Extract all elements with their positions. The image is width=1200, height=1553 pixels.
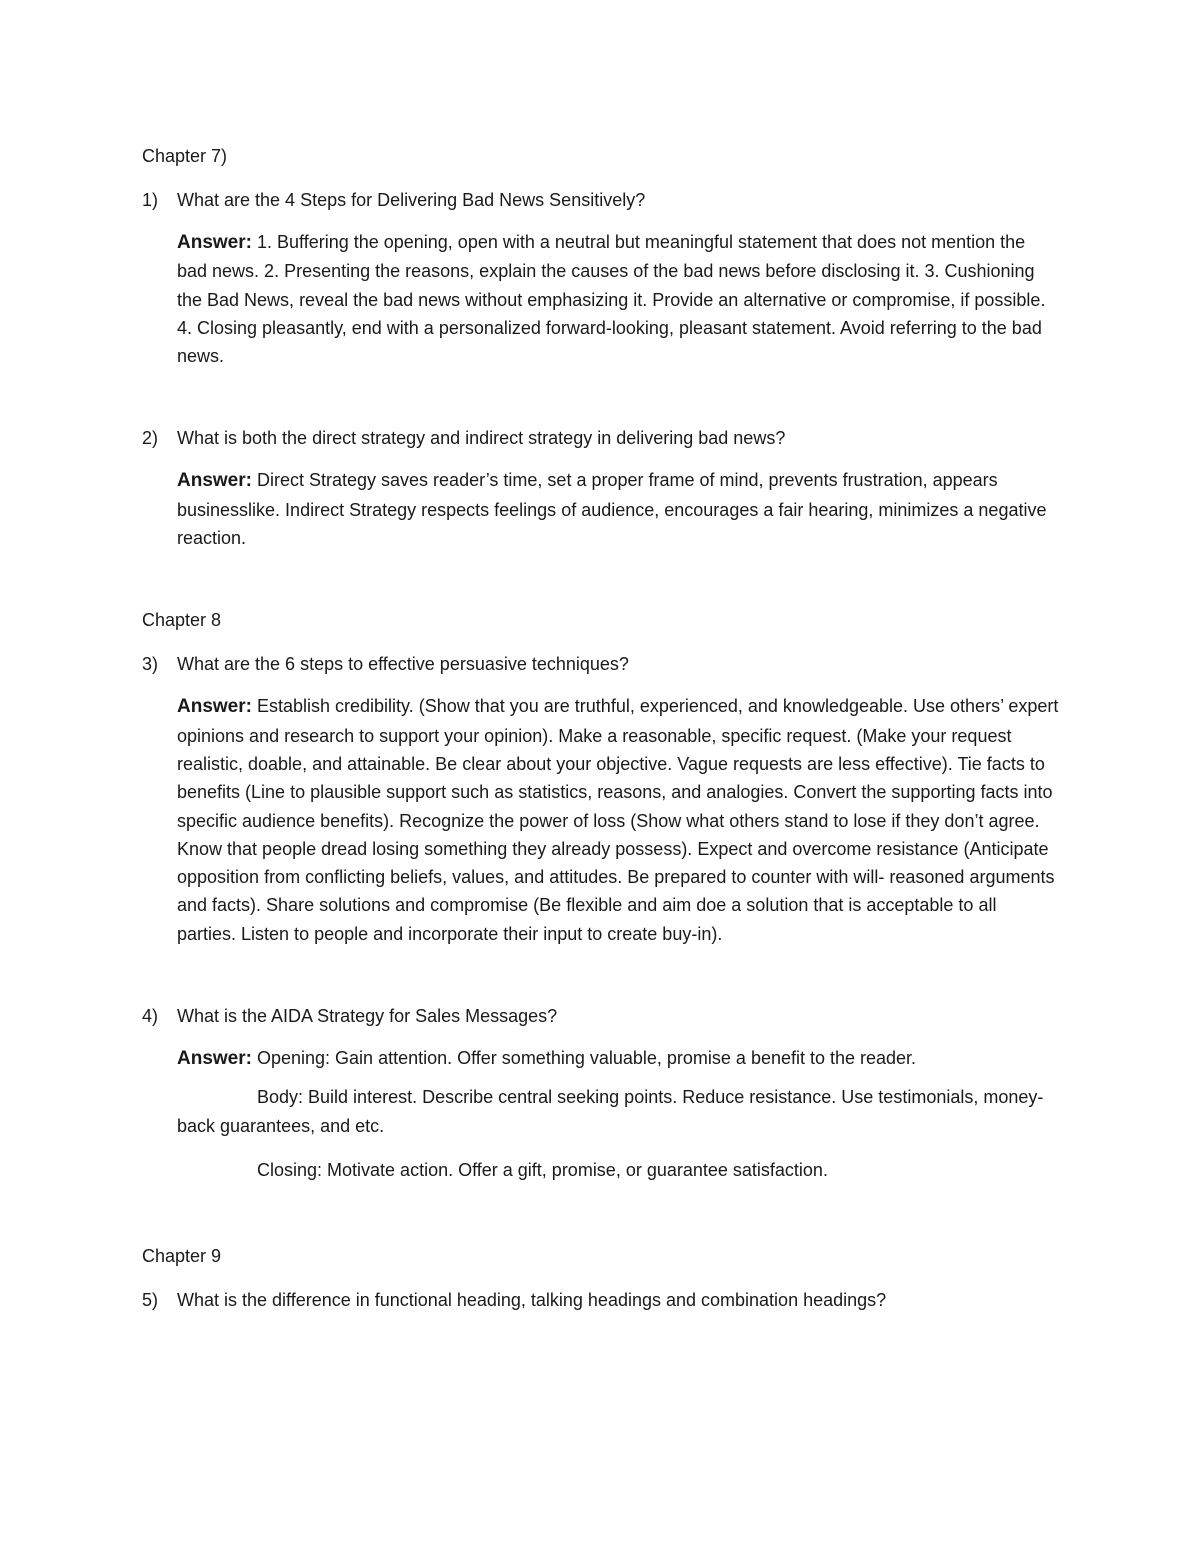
chapter-heading-9: Chapter 9 [142,1246,222,1267]
question-number: 3) [142,654,159,675]
question-2 [142,424,1060,452]
answer-paragraph [177,692,1060,948]
answer-text: 1. Buffering the opening, open with a neutral but meaningful statement that does not mention the bad news. 2. Presenting the reasons, explain the causes of the bad news before disclosing it. 3. Cushioning the Bad News, reveal the bad news without emphasizing it. Provide an alternative or compromise, if possible. 4. Closing pleasantly, end with a personalized forward-looking, pleasant statement. Avoid referring to the bad news. [177,232,1046,367]
question-number: 4) [142,1006,159,1027]
question-text: What are the 4 Steps for Delivering Bad News Sensitively? [177,190,646,210]
answer-text: Establish credibility. (Show that you are truthful, experienced, and knowledgeable. Use others’ expert opinions and research to support your opinion). Make a reasonable, specific request. (Make your request realistic, doable, and attainable. Be clear about your objective. Vague requests are less effective). Tie facts to benefits (Line to plausible support such as statistics, reasons, and analogies. Convert the supporting facts into specific audience benefits). Recognize the power of loss (Show what others stand to lose if they don’t agree. Know that people dread losing something they already possess). Expect and overcome resistance (Anticipate opposition from conflicting beliefs, values, and attitudes. Be prepared to counter with will- reasoned arguments and facts). Share solutions and compromise (Be flexible and aim doe a solution that is acceptable to all parties. Listen to people and incorporate their input to create buy-in). [177,696,1059,944]
question-text: What is both the direct strategy and indirect strategy in delivering bad news? [177,428,786,449]
question-number: 1) [142,190,159,210]
answer-label: Answer: [177,1048,252,1070]
answer-label: Answer: [177,470,252,492]
question-number: 2) [142,428,159,449]
question-number: 5) [142,1290,159,1311]
answer-1 [177,228,1060,370]
answer-label: Answer: [177,696,252,718]
question-4 [142,1002,1060,1030]
question-text: What is the AIDA Strategy for Sales Messages? [177,1006,558,1027]
question-text: What is the difference in functional heading, talking headings and combination headings? [177,1290,887,1311]
answer-paragraph [177,228,1060,370]
chapter-heading-8: Chapter 8 [142,610,222,631]
answer-text: Opening: Gain attention. Offer something valuable, promise a benefit to the reader. [256,1048,917,1069]
answer-label: Answer: [177,232,252,253]
answer-paragraph-opening [177,1044,1060,1073]
question-5 [142,1286,1060,1314]
question-1 [142,186,1060,214]
answer-paragraph-body: Body: Build interest. Describe central seeking points. Reduce resistance. Use testimonials, money-back guarantees, and etc. [177,1087,1044,1136]
answer-2 [177,466,1060,552]
answer-text: Direct Strategy saves reader’s time, set a proper frame of mind, prevents frustration, appears businesslike. Indirect Strategy respects feelings of audience, encourages a fair hearing, minimizes a negative reaction. [177,470,1047,549]
answer-3 [177,692,1060,948]
answer-4 [177,1044,1060,1184]
question-3 [142,650,1060,678]
chapter-heading-7: Chapter 7) [142,146,228,166]
answer-paragraph [177,466,1060,552]
answer-paragraph-closing: Closing: Motivate action. Offer a gift, promise, or guarantee satisfaction. [257,1159,828,1180]
question-text: What are the 6 steps to effective persuasive techniques? [177,654,629,675]
